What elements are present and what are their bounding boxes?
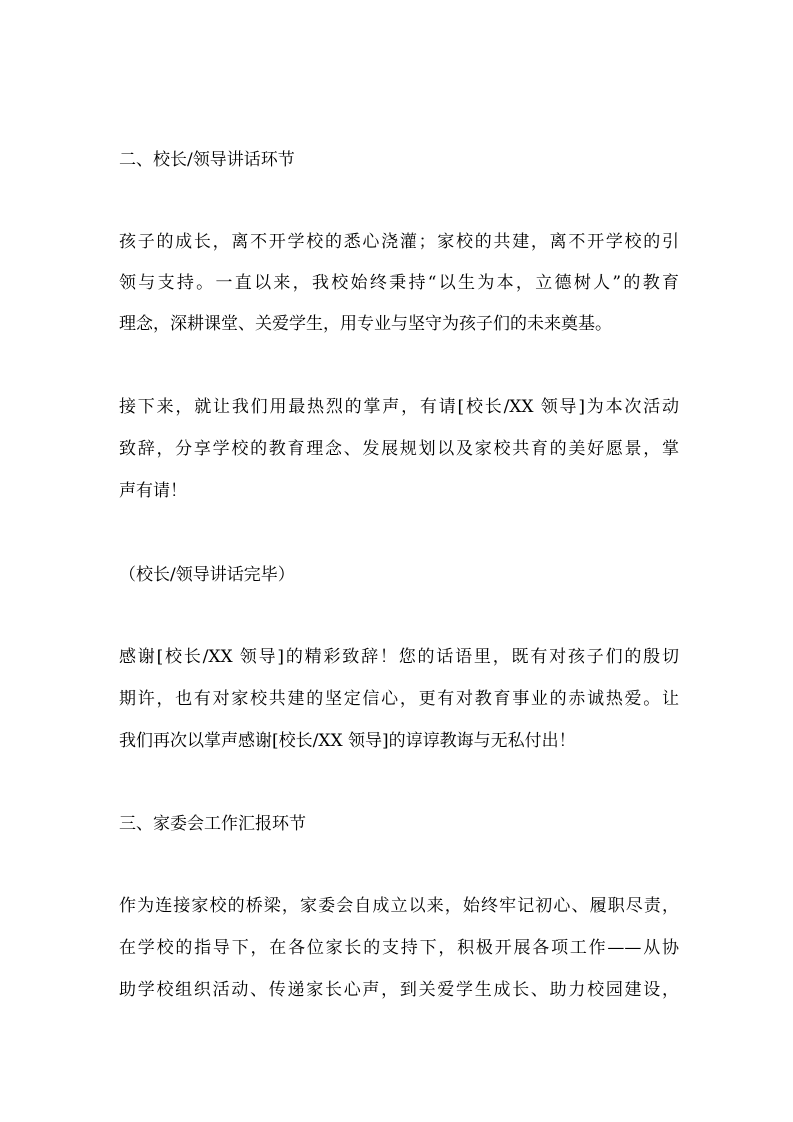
section-heading-parent-committee-report: 三、家委会工作汇报环节 — [119, 814, 306, 834]
paragraph-line: 致辞，分享学校的教育理念、发展规划以及家校共育的美好愿景，掌 — [119, 439, 679, 459]
section-heading-principal-speech: 二、校长/领导讲话环节 — [119, 150, 295, 170]
paragraph-line: 在学校的指导下，在各位家长的支持下，积极开展各项工作——从协 — [119, 938, 679, 958]
paragraph-line: 领与支持。一直以来，我校始终秉持“以生为本，立德树人”的教育 — [119, 273, 679, 293]
paragraph-line: 作为连接家校的桥梁，家委会自成立以来，始终牢记初心、履职尽责， — [119, 896, 679, 916]
paragraph-line: 声有请！ — [119, 481, 187, 501]
paragraph-line: 我们再次以掌声感谢[校长/XX 领导]的谆谆教诲与无私付出！ — [119, 731, 576, 751]
paragraph-line: 理念，深耕课堂、关爱学生，用专业与坚守为孩子们的未来奠基。 — [119, 314, 612, 334]
paragraph-line: 孩子的成长，离不开学校的悉心浇灌；家校的共建，离不开学校的引 — [119, 232, 679, 252]
paragraph-line: 接下来，就让我们用最热烈的掌声，有请[校长/XX 领导]为本次活动 — [119, 397, 679, 417]
paragraph-line: 感谢[校长/XX 领导]的精彩致辞！您的话语里，既有对孩子们的殷切 — [119, 647, 679, 667]
speech-complete-note: （校长/领导讲话完毕） — [119, 565, 295, 585]
paragraph-line: 助学校组织活动、传递家长心声，到关爱学生成长、助力校园建设， — [119, 980, 679, 1000]
paragraph-line: 期许，也有对家校共建的坚定信心，更有对教育事业的赤诚热爱。让 — [119, 689, 679, 709]
